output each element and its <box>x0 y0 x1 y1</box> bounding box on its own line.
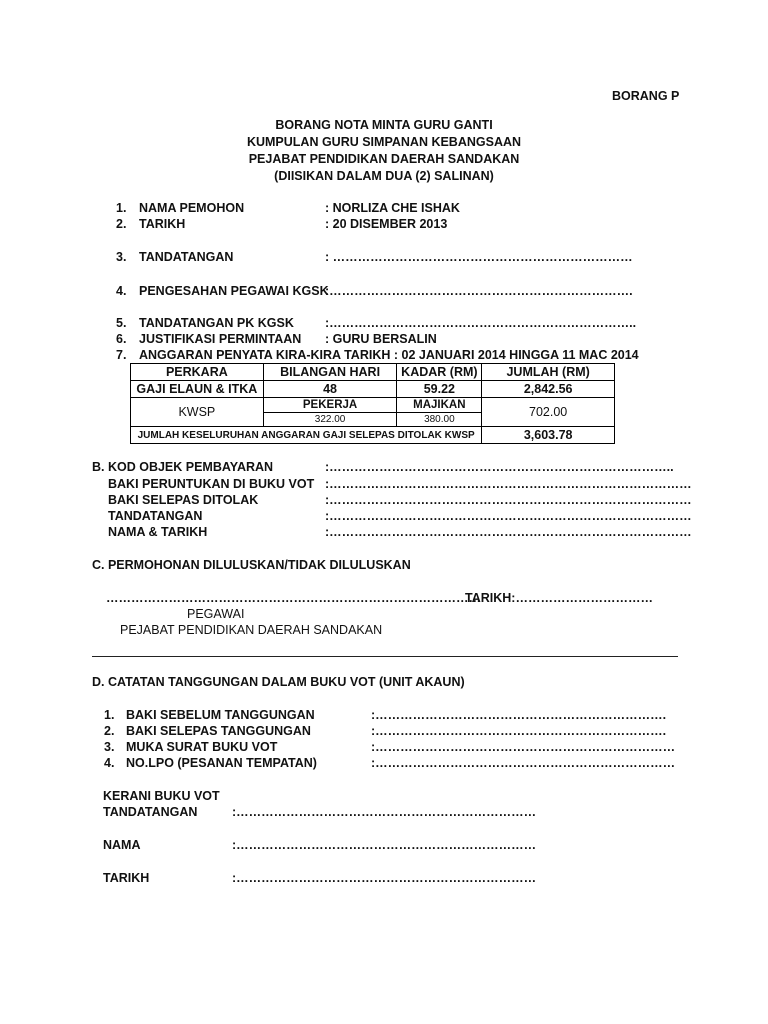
table-row <box>131 381 615 398</box>
item-5-label: TANDATANGAN PK KGSK <box>139 316 294 330</box>
approval-sign-line: ……………………………………………………………………………… <box>106 591 481 605</box>
item-2-value: : 20 DISEMBER 2013 <box>325 217 448 231</box>
cell-hari: 48 <box>263 381 397 398</box>
item-6-label: JUSTIFIKASI PERMINTAAN <box>139 332 302 346</box>
section-d-item-value: :……………………………………………………………… <box>371 740 676 754</box>
section-d-item-num: 2. <box>104 724 115 738</box>
form-title: BORANG NOTA MINTA GURU GANTI <box>275 118 493 132</box>
item-2-num: 2. <box>116 217 127 231</box>
section-b-heading: B. KOD OBJEK PEMBAYARAN <box>92 460 274 474</box>
section-d-item-num: 1. <box>104 708 115 722</box>
clerk-sign-label: TANDATANGAN <box>103 805 198 819</box>
section-d-item-value: :……………………………………………………………. <box>371 708 667 722</box>
clerk-date-value: :……………………………………………………………… <box>232 871 537 885</box>
section-d-item-value: :……………………………………………………………. <box>371 724 667 738</box>
form-subtitle-unit: KUMPULAN GURU SIMPANAN KEBANGSAAN <box>246 135 522 149</box>
budget-table <box>130 363 615 444</box>
item-5-value: :……………………………………………………………….. <box>325 316 637 330</box>
clerk-name-value: :……………………………………………………………… <box>232 838 537 852</box>
section-d-heading: D. CATATAN TANGGUNGAN DALAM BUKU VOT (UNIT AKAUN) <box>92 675 465 689</box>
item-5-num: 5. <box>116 316 127 330</box>
section-b-item-label: TANDATANGAN <box>108 509 203 523</box>
item-6-num: 6. <box>116 332 127 346</box>
item-4-value: :………………………………………………………………. <box>325 284 633 298</box>
section-d-item-label: BAKI SEBELUM TANGGUNGAN <box>126 708 315 722</box>
approval-date: TARIKH:…………………………… <box>465 591 653 605</box>
section-c-heading: C. PERMOHONAN DILULUSKAN/TIDAK DILULUSKAN <box>92 558 411 572</box>
item-7-label: ANGGARAN PENYATA KIRA-KIRA TARIKH : 02 JANUARI 2014 HINGGA 11 MAC 2014 <box>139 348 639 362</box>
section-b-item-label: NAMA & TARIKH <box>108 525 208 539</box>
section-b-item-value: :…………………………………………………………………………… <box>325 477 692 491</box>
item-3-label: TANDATANGAN <box>139 250 234 264</box>
section-d-item-label: BAKI SELEPAS TANGGUNGAN <box>126 724 311 738</box>
item-1-num: 1. <box>116 201 127 215</box>
section-d-item-label: NO.LPO (PESANAN TEMPATAN) <box>126 756 317 770</box>
header-perkara: PERKARA <box>131 364 264 381</box>
item-1-value: : NORLIZA CHE ISHAK <box>325 201 460 215</box>
item-4-label: PENGESAHAN PEGAWAI KGSK <box>139 284 329 298</box>
section-b-item-value: :…………………………………………………………………………… <box>325 525 692 539</box>
section-b-item-value: :…………………………………………………………………………… <box>325 493 692 507</box>
cell-pekerja-value: 322.00 <box>263 413 397 427</box>
header-kadar: KADAR (RM) <box>397 364 482 381</box>
section-b-heading-value: :……………………………………………………………………….. <box>325 460 674 474</box>
cell-total-label: JUMLAH KESELURUHAN ANGGARAN GAJI SELEPAS DITOLAK KWSP <box>131 427 482 444</box>
section-d-item-num: 3. <box>104 740 115 754</box>
cell-jumlah-kwsp: 702.00 <box>482 398 615 427</box>
item-1-label: NAMA PEMOHON <box>139 201 245 215</box>
clerk-date-label: TARIKH <box>103 871 150 885</box>
cell-perkara-gaji: GAJI ELAUN & ITKA <box>131 381 264 398</box>
cell-perkara-kwsp: KWSP <box>131 398 264 427</box>
section-d-item-num: 4. <box>104 756 115 770</box>
table-row <box>131 398 615 413</box>
item-3-num: 3. <box>116 250 127 264</box>
table-header-row <box>131 364 615 381</box>
section-b-item-label: BAKI SELEPAS DITOLAK <box>108 493 259 507</box>
form-instruction: (DIISIKAN DALAM DUA (2) SALINAN) <box>274 169 494 183</box>
approval-officer: PEGAWAI <box>187 607 245 621</box>
cell-kadar: 59.22 <box>397 381 482 398</box>
header-bilangan-hari: BILANGAN HARI <box>263 364 397 381</box>
section-b-item-value: :…………………………………………………………………………… <box>325 509 692 523</box>
table-total-row <box>131 427 615 444</box>
section-d-item-label: MUKA SURAT BUKU VOT <box>126 740 278 754</box>
item-7-num: 7. <box>116 348 127 362</box>
cell-jumlah-gaji: 2,842.56 <box>482 381 615 398</box>
item-2-label: TARIKH <box>139 217 186 231</box>
item-4-num: 4. <box>116 284 127 298</box>
form-code: BORANG P <box>612 89 680 103</box>
form-subtitle-office: PEJABAT PENDIDIKAN DAERAH SANDAKAN <box>248 152 520 166</box>
cell-total-value: 3,603.78 <box>482 427 615 444</box>
item-6-value: : GURU BERSALIN <box>325 332 437 346</box>
clerk-title: KERANI BUKU VOT <box>103 789 220 803</box>
item-3-value: : ……………………………………………………………… <box>325 250 633 264</box>
section-divider <box>92 656 678 657</box>
clerk-sign-value: :……………………………………………………………… <box>232 805 537 819</box>
header-jumlah: JUMLAH (RM) <box>482 364 615 381</box>
approval-office: PEJABAT PENDIDIKAN DAERAH SANDAKAN <box>120 623 383 637</box>
section-d-item-value: :……………………………………………………………… <box>371 756 676 770</box>
cell-majikan-value: 380.00 <box>397 413 482 427</box>
section-b-item-label: BAKI PERUNTUKAN DI BUKU VOT <box>108 477 315 491</box>
clerk-name-label: NAMA <box>103 838 141 852</box>
cell-majikan-label: MAJIKAN <box>397 398 482 413</box>
cell-pekerja-label: PEKERJA <box>263 398 397 413</box>
